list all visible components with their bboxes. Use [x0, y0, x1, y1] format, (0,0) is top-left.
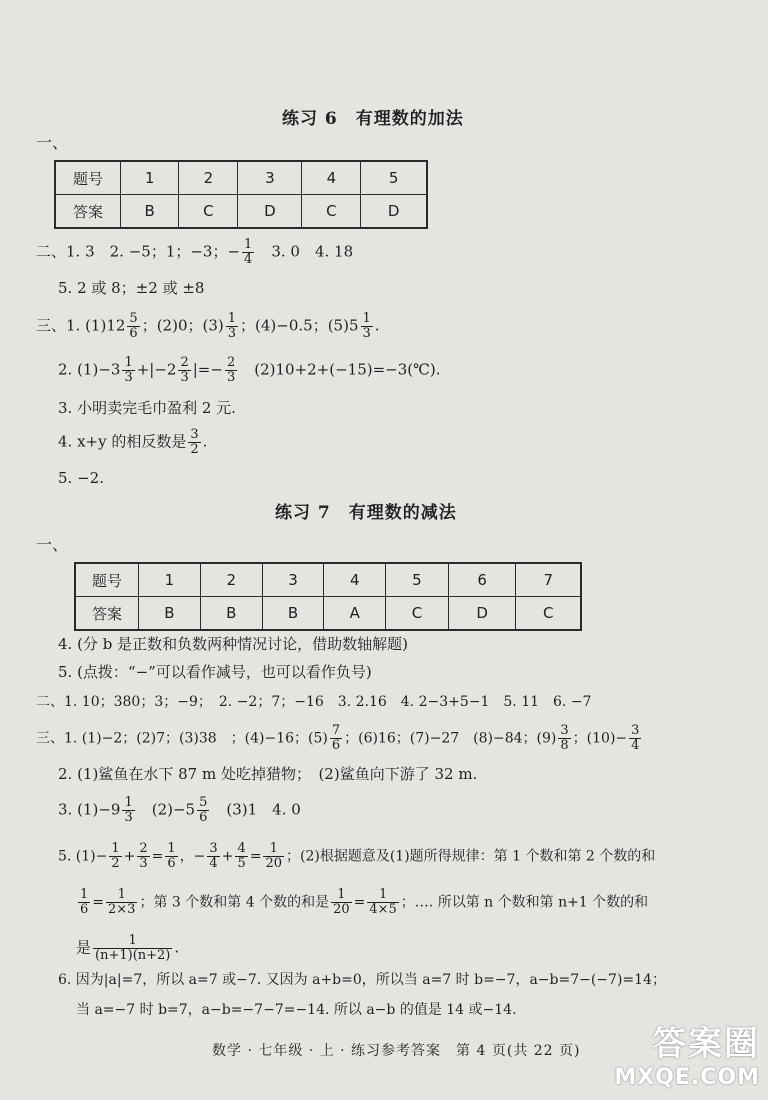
answer-line [58, 796, 301, 825]
answer-line [36, 238, 353, 267]
section-title-6: 练习 6 有理数的加法 [282, 109, 464, 129]
numerator: 5 [129, 311, 138, 326]
text: = [249, 848, 262, 865]
part1-label: 一、 [36, 133, 69, 152]
numerator: 7 [331, 723, 341, 738]
table-cell: C [386, 597, 449, 631]
table-cell: D [448, 597, 516, 631]
fraction [235, 842, 247, 871]
numerator: 1 [106, 888, 137, 903]
fraction [127, 312, 139, 341]
answer-line [36, 724, 643, 753]
fraction [165, 842, 177, 871]
fraction [225, 356, 237, 385]
denominator: 3 [124, 370, 133, 385]
numerator: 3 [631, 723, 640, 738]
denominator: 20 [265, 856, 282, 871]
denominator: 8 [560, 738, 569, 753]
answer-line [58, 428, 207, 457]
answer-line: 6. 因为|a|=7，所以 a=7 或−7. 又因为 a+b=0，所以当 a=7 时 b=−7，a−b=7−(−7)=14； [58, 972, 666, 988]
table-cell: 1 [139, 563, 201, 597]
fraction [629, 724, 641, 753]
table-cell: 7 [516, 563, 581, 597]
fraction [122, 796, 134, 825]
text: ；(6)16；(7)−27 (8)−84；(9) [344, 730, 557, 747]
answer-line: 5. 2 或 8；±2 或 ±8 [58, 279, 205, 297]
fraction [106, 888, 137, 917]
text: +|−2 [136, 360, 177, 379]
denominator: 2×3 [108, 902, 136, 917]
text: 5. (1)− [58, 848, 108, 865]
numerator: 5 [199, 795, 208, 810]
note-line: 4. (分 b 是正数和负数两种情况讨论，借助数轴解题) [58, 635, 408, 653]
text: (3)1 4. 0 [211, 800, 301, 819]
table-cell: B [121, 195, 179, 229]
denominator: 4×5 [369, 902, 397, 917]
text: 3. (1)−9 [58, 800, 121, 819]
text: ；(2)0；(3) [141, 316, 224, 335]
table-cell: 3 [238, 161, 302, 195]
numerator: 3 [190, 427, 199, 442]
table-cell: 1 [121, 161, 179, 195]
text: 三、1. (1)12 [36, 316, 126, 335]
table-cell: 4 [324, 563, 386, 597]
denominator: 6 [331, 738, 341, 753]
answer-line: 2. (1)鲨鱼在水下 87 m 处吃掉猎物； (2)鲨鱼向下游了 32 m. [58, 765, 478, 783]
text: 二、1. 3 2. −5；1；−3；− [36, 242, 241, 261]
answer-line: 3. 小明卖完毛巾盈利 2 元. [58, 399, 236, 417]
text: ；(10)− [572, 730, 628, 747]
numerator: 1 [111, 841, 120, 856]
text: |=− [192, 360, 223, 379]
text: = [151, 848, 164, 865]
text: (2)10+2+(−15)=−3(℃). [239, 360, 441, 379]
text: 是 [76, 938, 92, 957]
watermark-text: 答案圈 [652, 1024, 760, 1064]
numerator: 1 [80, 887, 89, 902]
text: ；第 3 个数和第 4 个数的和是 [139, 894, 330, 911]
watermark-logo [614, 1016, 760, 1090]
denominator: 3 [226, 370, 236, 385]
table-cell: B [139, 597, 201, 631]
denominator: (n+1)(n+2) [95, 948, 171, 963]
numerator: 1 [93, 934, 172, 949]
numerator: 2 [180, 355, 189, 370]
denominator: 6 [129, 326, 138, 341]
denominator: 2 [111, 856, 120, 871]
denominator: 6 [80, 902, 89, 917]
fraction [207, 842, 219, 871]
table-cell: C [516, 597, 581, 631]
fraction [242, 238, 254, 267]
part1-label: 一、 [36, 535, 69, 554]
text: 3. 0 4. 18 [256, 242, 354, 261]
answer-line [76, 888, 648, 917]
answer-line [58, 842, 655, 871]
numerator: 1 [362, 311, 371, 326]
text: (2)−5 [136, 800, 196, 819]
denominator: 3 [180, 370, 189, 385]
text: . [174, 938, 180, 957]
fraction [197, 796, 209, 825]
numerator: 1 [167, 841, 176, 856]
denominator: 4 [244, 252, 253, 267]
table-row-numbers [75, 563, 581, 597]
denominator: 4 [631, 738, 640, 753]
numerator: 1 [124, 355, 133, 370]
denominator: 4 [209, 856, 218, 871]
answer-line [58, 356, 441, 385]
denominator: 3 [139, 856, 148, 871]
numerator: 2 [139, 841, 148, 856]
watermark-url: MXQE.COM [614, 1065, 760, 1090]
table-cell: C [179, 195, 238, 229]
denominator: 5 [237, 856, 246, 871]
text: 三、1. (1)−2；(2)7；(3)38 ；(4)−16；(5) [36, 730, 328, 747]
denominator: 3 [227, 326, 237, 341]
table-cell: 6 [448, 563, 516, 597]
fraction [137, 842, 149, 871]
numerator: 4 [237, 841, 246, 856]
fraction [226, 312, 238, 341]
text: = [353, 894, 366, 911]
numerator: 1 [124, 795, 133, 810]
text: . [202, 432, 208, 451]
text: ，− [179, 848, 206, 865]
text: 2. (1)−3 [58, 360, 121, 379]
table-cell: 4 [302, 161, 361, 195]
numerator: 3 [209, 841, 218, 856]
denominator: 3 [362, 326, 371, 341]
table-header-cell: 答案 [55, 195, 121, 229]
denominator: 6 [199, 810, 208, 825]
table-row-answers [75, 597, 581, 631]
table-cell: D [238, 195, 302, 229]
table-cell: 2 [179, 161, 238, 195]
note-line: 5. (点拨：“−”可以看作减号，也可以看作负号) [58, 663, 372, 681]
answer-table-7 [74, 562, 582, 631]
fraction [93, 934, 172, 963]
answer-line [76, 934, 179, 963]
fraction [178, 356, 190, 385]
text: ；(4)−0.5；(5)5 [240, 316, 359, 335]
table-cell: 5 [386, 563, 449, 597]
text: . [374, 316, 380, 335]
table-header-cell: 题号 [55, 161, 121, 195]
numerator: 1 [331, 888, 352, 903]
text: ；(2)根据题意及(1)题所得规律：第 1 个数和第 2 个数的和 [286, 848, 656, 865]
numerator: 1 [367, 888, 398, 903]
text: ；…. 所以第 n 个数和第 n+1 个数的和 [400, 894, 649, 911]
table-cell: B [200, 597, 262, 631]
fraction [263, 842, 284, 871]
numerator: 1 [244, 237, 253, 252]
page-footer: 数学 · 七年级 · 上 · 练习参考答案 第 4 页(共 22 页) [212, 1043, 581, 1059]
denominator: 20 [333, 902, 350, 917]
numerator: 1 [227, 311, 237, 326]
numerator: 3 [560, 723, 569, 738]
text: 4. x+y 的相反数是 [58, 432, 187, 451]
answer-table-6 [54, 160, 428, 229]
table-cell: C [302, 195, 361, 229]
answer-line: 5. −2. [58, 469, 104, 487]
fraction [330, 724, 342, 753]
fraction [558, 724, 570, 753]
fraction [331, 888, 352, 917]
table-cell: A [324, 597, 386, 631]
fraction [367, 888, 398, 917]
table-cell: 2 [200, 563, 262, 597]
numerator: 1 [263, 842, 284, 857]
fraction [109, 842, 121, 871]
table-cell: B [262, 597, 324, 631]
table-cell: 3 [262, 563, 324, 597]
fraction [188, 428, 200, 457]
table-header-cell: 题号 [75, 563, 139, 597]
numerator: 2 [226, 355, 236, 370]
answer-line [36, 312, 380, 341]
denominator: 3 [124, 810, 133, 825]
table-row-numbers [55, 161, 427, 195]
answer-line: 二、1. 10；380；3；−9； 2. −2；7；−16 3. 2.16 4. 2−3+5−1 5. 11 6. −7 [36, 694, 592, 710]
denominator: 6 [167, 856, 176, 871]
denominator: 2 [190, 442, 199, 457]
text: + [221, 848, 234, 865]
table-header-cell: 答案 [75, 597, 139, 631]
table-row-answers [55, 195, 427, 229]
text: + [123, 848, 136, 865]
table-cell: D [361, 195, 427, 229]
section-title-7: 练习 7 有理数的减法 [275, 503, 457, 523]
fraction [78, 888, 90, 917]
answer-line: 当 a=−7 时 b=7，a−b=−7−7=−14. 所以 a−b 的值是 14 或−14. [76, 1002, 517, 1018]
text: = [92, 894, 105, 911]
table-cell: 5 [361, 161, 427, 195]
fraction [361, 312, 373, 341]
fraction [122, 356, 134, 385]
